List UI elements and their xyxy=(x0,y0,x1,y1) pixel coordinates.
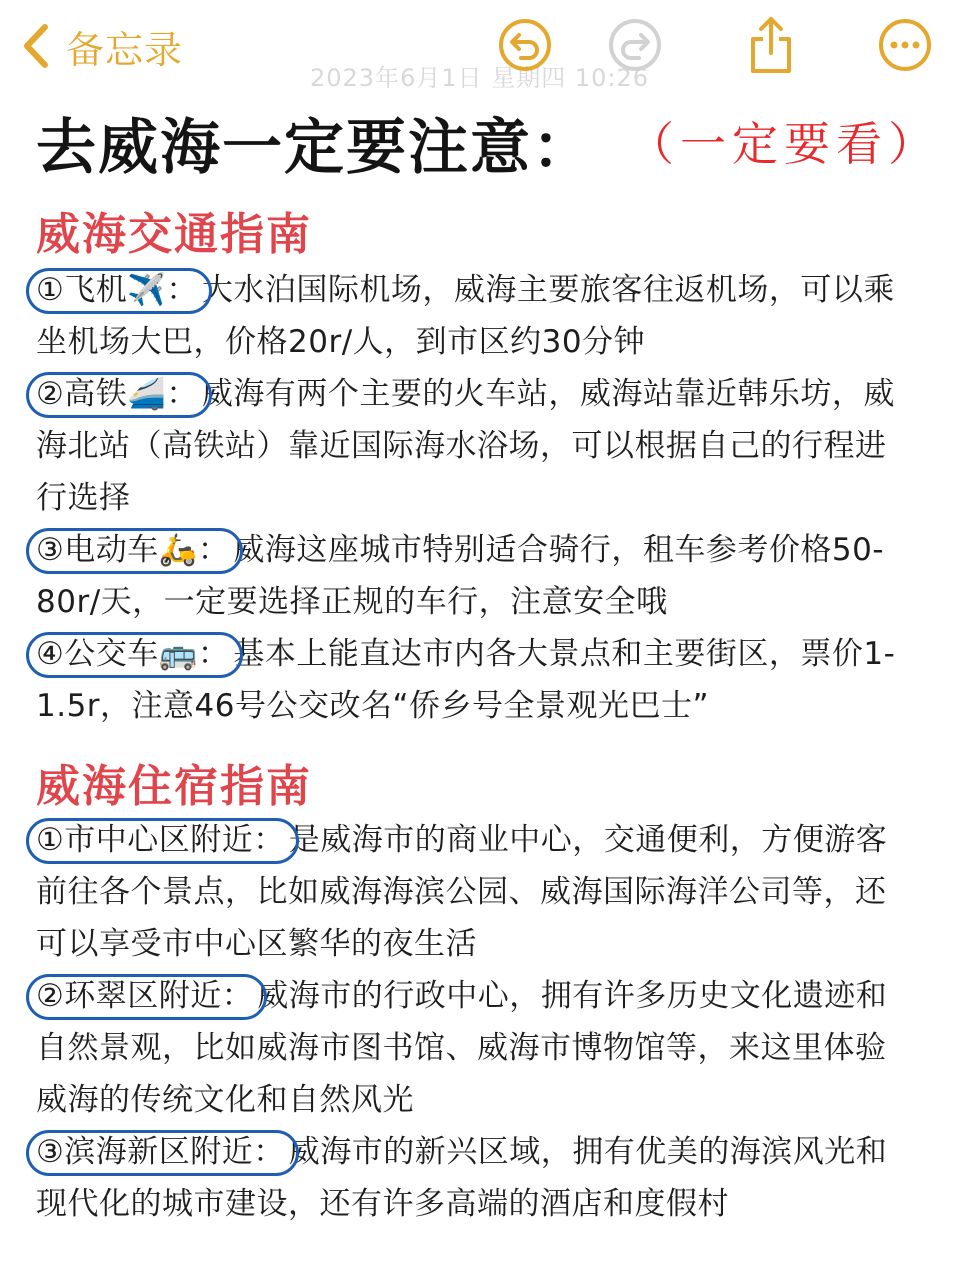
traffic-text-bus: 基本上能直达市内各大景点和主要街区，票价1-1.5r，注意46号公交改名“侨乡号全景观光巴士” xyxy=(36,636,896,724)
tag-train: ②高铁🚄： xyxy=(36,368,202,420)
traffic-item-ebike xyxy=(36,524,916,628)
section-heading-traffic: 威海交通指南 xyxy=(36,209,312,260)
traffic-text-train: 威海有两个主要的火车站，威海站靠近韩乐坊，威海北站（高铁站）靠近国际海水浴场，可以根据自己的行程进行选择 xyxy=(36,376,895,516)
traffic-text-ebike: 威海这座城市特别适合骑行，租车参考价格50-80r/天，一定要选择正规的车行，注意安全哦 xyxy=(36,532,885,620)
tag-binhai: ③滨海新区附近： xyxy=(36,1126,289,1178)
note-date: 2023年6月1日 星期四 10:26 xyxy=(310,64,650,92)
tag-huancui: ②环翠区附近： xyxy=(36,970,257,1022)
chevron-left-icon xyxy=(16,18,56,74)
redo-button[interactable] xyxy=(606,18,664,76)
undo-button[interactable] xyxy=(496,18,554,76)
share-icon xyxy=(743,15,799,79)
redo-icon xyxy=(607,17,663,77)
traffic-item-plane xyxy=(36,264,916,368)
back-label: 备忘录 xyxy=(66,27,184,72)
lodging-text-huancui: 威海市的行政中心，拥有许多历史文化遗迹和自然景观，比如威海市图书馆、威海市博物馆等，来这里体验威海的传统文化和自然风光 xyxy=(36,978,888,1118)
lodging-item-center xyxy=(36,814,916,970)
lodging-item-binhai xyxy=(36,1126,916,1230)
lodging-item-huancui xyxy=(36,970,916,1126)
tag-center: ①市中心区附近： xyxy=(36,814,289,866)
tag-ebike: ③电动车🛵： xyxy=(36,524,233,576)
traffic-item-bus xyxy=(36,628,916,732)
lodging-text-center: 是威海市的商业中心，交通便利，方便游客前往各个景点，比如威海海滨公园、威海国际海洋公司等，还可以享受市中心区繁华的夜生活 xyxy=(36,822,888,962)
undo-icon xyxy=(497,17,553,77)
tag-plane: ①飞机✈️： xyxy=(36,264,202,316)
page-title: 去威海一定要注意： xyxy=(36,113,594,183)
section-heading-lodging: 威海住宿指南 xyxy=(36,761,312,812)
back-button[interactable] xyxy=(16,18,183,74)
lodging-text-binhai: 威海市的新兴区域，拥有优美的海滨风光和现代化的城市建设，还有许多高端的酒店和度假村 xyxy=(36,1134,888,1222)
tag-bus: ④公交车🚌： xyxy=(36,628,233,680)
top-toolbar xyxy=(0,0,958,96)
title-note: （一定要看） xyxy=(628,117,940,171)
more-button[interactable] xyxy=(876,18,934,76)
traffic-item-train xyxy=(36,368,916,524)
share-button[interactable] xyxy=(742,18,800,76)
more-icon xyxy=(877,17,933,77)
traffic-text-plane: 大水泊国际机场，威海主要旅客往返机场，可以乘坐机场大巴，价格20r/人，到市区约30分钟 xyxy=(36,272,895,360)
